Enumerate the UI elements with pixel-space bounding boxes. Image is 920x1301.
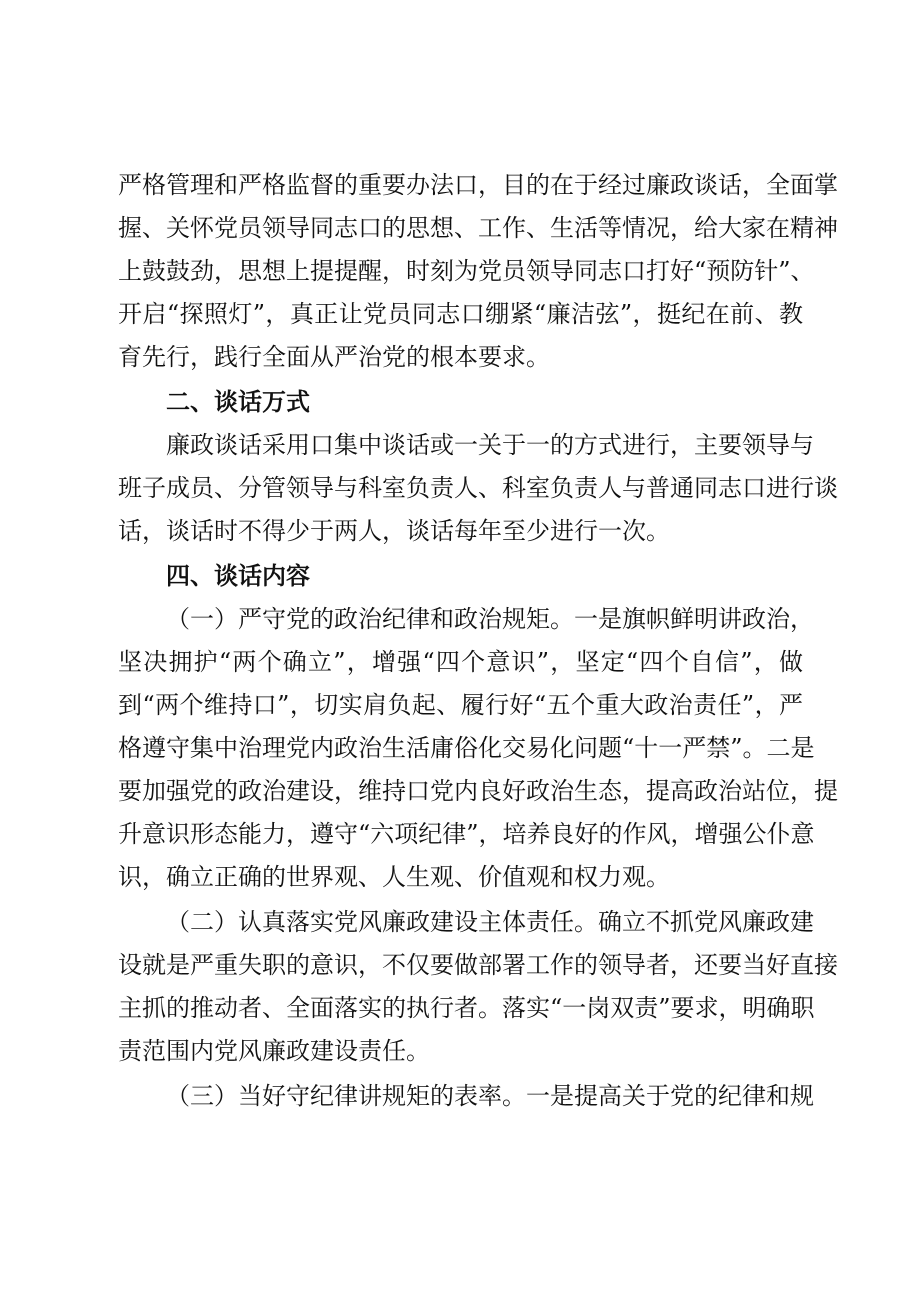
body-text-line: （二）认真落实党风廉政建设主体责任。确立不抓党风廉政建 — [166, 908, 814, 936]
body-text-line: 话，谈话时不得少于两人，谈话每年至少进行一次。 — [118, 517, 670, 545]
body-text-line: 到“两个维持口”，切实肩负起、履行好“五个重大政治责任”，严 — [118, 691, 803, 719]
body-text-line: 主抓的推动者、全面落实的执行者。落实“一岗双责”要求，明确职 — [118, 994, 815, 1022]
body-text-line: 升意识形态能力，遵守“六项纪律”，培养良好的作风，增强公仆意 — [118, 820, 815, 848]
body-text-line: 严格管理和严格监督的重要办法口，目的在于经过廉政谈话，全面掌 — [118, 171, 838, 199]
body-text-line: 要加强党的政治建设，维持口党内良好政治生态，提高政治站位，提 — [118, 777, 838, 805]
body-text-line: 开启“探照灯”，真正让党员同志口绷紧“廉洁弦”，挺纪在前、教 — [118, 300, 803, 328]
body-text-line: 育先行，践行全面从严治党的根本要求。 — [118, 343, 550, 371]
body-text-line: 识，确立正确的世界观、人生观、价值观和权力观。 — [118, 863, 670, 891]
body-text-line: 握、关怀党员领导同志口的思想、工作、生活等情况，给大家在精神 — [118, 214, 838, 242]
body-text-line: （一）严守党的政治纪律和政治规矩。一是旗帜鲜明讲政治， — [166, 605, 814, 633]
body-text-line: 班子成员、分管领导与科室负责人、科室负责人与普通同志口进行谈 — [118, 474, 838, 502]
body-text-line: 责范围内党风廉政建设责任。 — [118, 1037, 430, 1065]
section-heading: 二、谈话万式 — [166, 388, 310, 416]
body-text-line: 设就是严重失职的意识，不仅要做部署工作的领导者，还要当好直接 — [118, 951, 838, 979]
body-text-line: 坚决拥护“两个确立”，增强“四个意识”，坚定“四个自信”，做 — [118, 648, 803, 676]
body-text-line: 上鼓鼓劲，思想上提提醒，时刻为党员领导同志口打好“预防针”、 — [118, 257, 815, 285]
body-text-line: 格遵守集中治理党内政治生活庸俗化交易化问题“十一严禁”。二是 — [118, 734, 815, 762]
section-heading: 四、谈话内容 — [166, 562, 310, 590]
body-text-line: 廉政谈话采用口集中谈话或一关于一的方式进行，主要领导与 — [166, 431, 814, 459]
body-text-line: （三）当好守纪律讲规矩的表率。一是提高关于党的纪律和规 — [166, 1082, 814, 1110]
